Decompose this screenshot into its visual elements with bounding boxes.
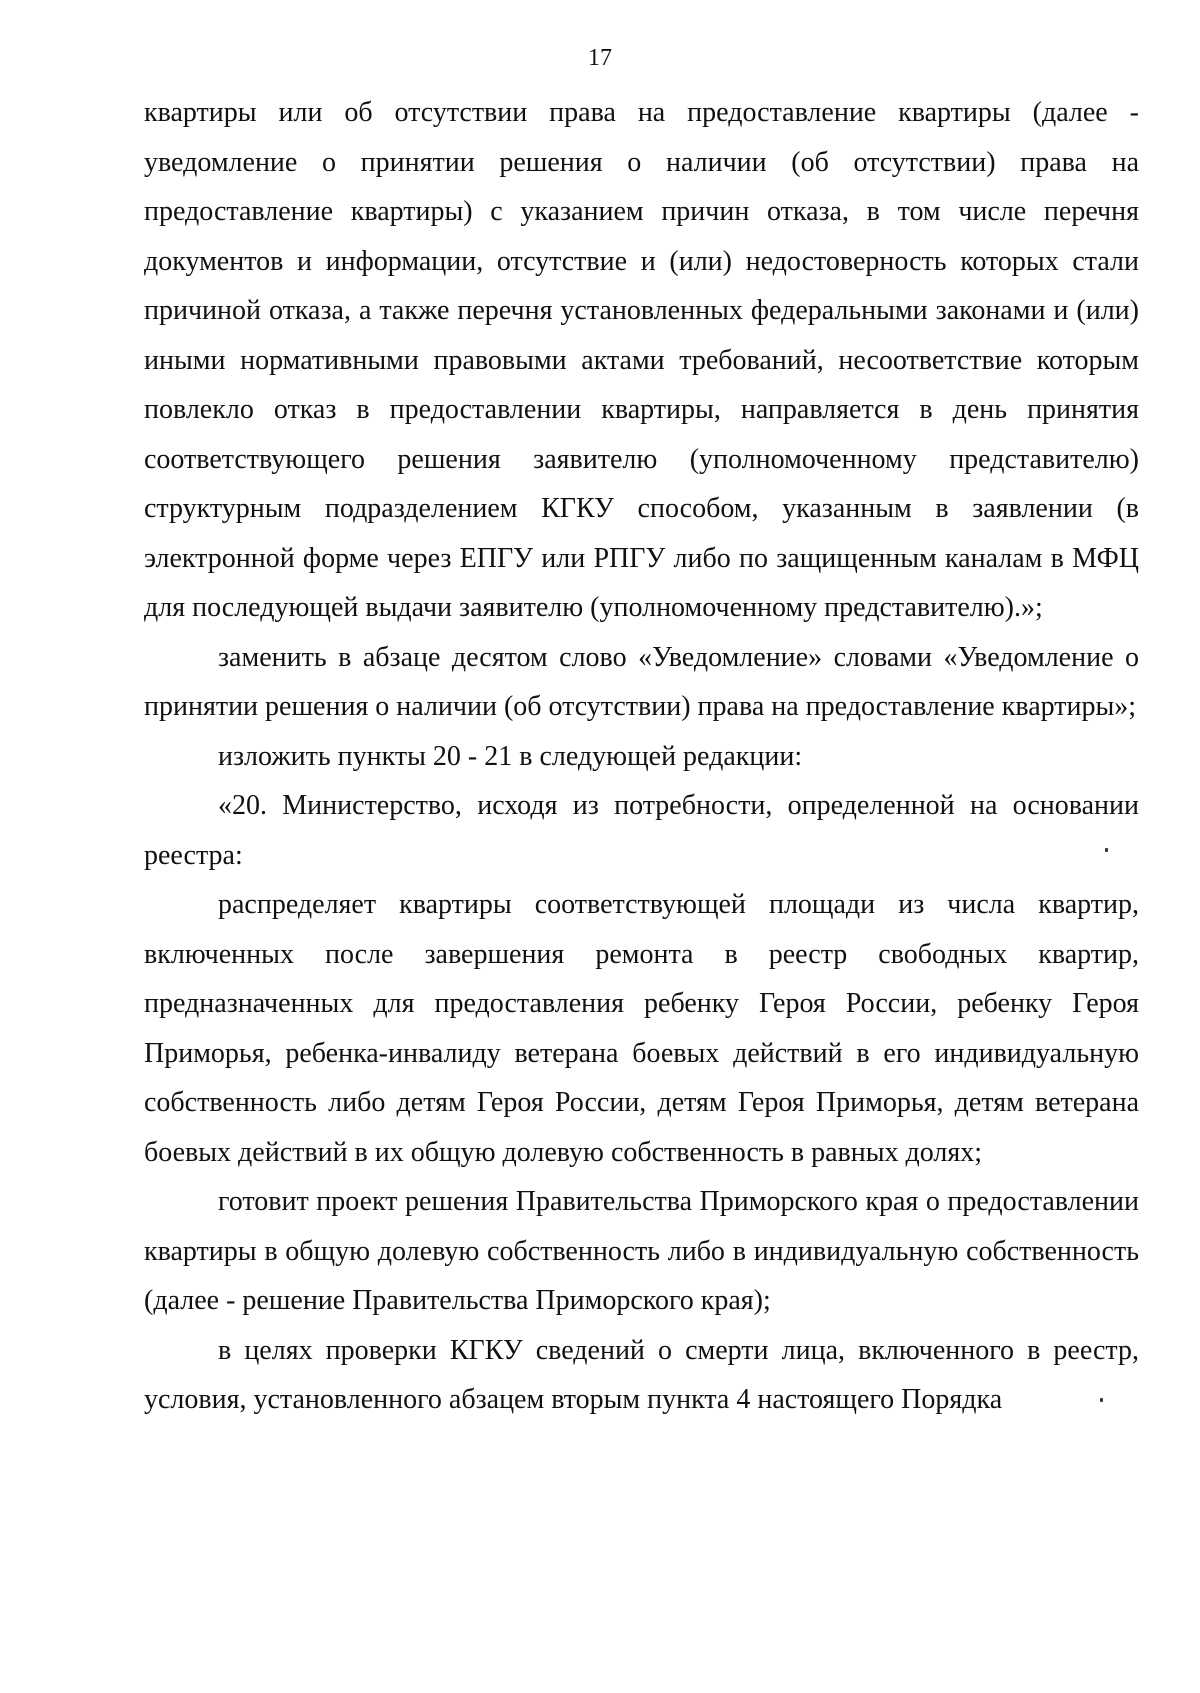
document-body bbox=[144, 88, 1139, 1425]
paragraph-verification: в целях проверки КГКУ сведений о смерти лица, включенного в реестр, условия, установленного абзацем вторым пункта 4 настоящего Порядка bbox=[144, 1334, 1139, 1415]
paragraph-prepares: готовит проект решения Правительства Приморского края о предоставлении квартиры в общую долевую собственность либо в индивидуальную собственность (далее - решение Правительства Приморского края); bbox=[144, 1186, 1139, 1316]
paragraph-distributes: распределяет квартиры соответствующей площади из числа квартир, включенных после завершения ремонта в реестр свободных квартир, предназначенных для предоставления ребенку Героя России, ребенку Героя Приморья, ребенка-инвалиду ветерана боевых действий в его индивидуальную собственность либо детям Героя России, детям Героя Приморья, детям ветерана боевых действий в их общую долевую собственность в равных долях; bbox=[144, 889, 1139, 1168]
page-number: 17 bbox=[588, 45, 612, 71]
paragraph-replace-notice: заменить в абзаце десятом слово «Уведомление» словами «Уведомление о принятии решения о наличии (об отсутствии) права на предоставление квартиры»; bbox=[144, 641, 1139, 722]
paragraph-items-20-21: изложить пункты 20 - 21 в следующей редакции: bbox=[218, 740, 803, 772]
scan-speck bbox=[1105, 848, 1108, 852]
paragraph-item-20: «20. Министерство, исходя из потребности, определенной на основании реестра: bbox=[144, 790, 1139, 871]
paragraph-continuation: квартиры или об отсутствии права на предоставление квартиры (далее - уведомление о принятии решения о наличии (об отсутствии) права на предоставление квартиры) с указанием причин отказа, в том числе перечня документов и информации, отсутствие и (или) недостоверность которых стали причиной отказа, а также перечня установленных федеральными законами и (или) иными нормативными правовыми актами требований, несоответствие которым повлекло отказ в предоставлении квартиры, направляется в день принятия соответствующего решения заявителю (уполномоченному представителю) структурным подразделением КГКУ способом, указанным в заявлении (в электронной форме через ЕПГУ или РПГУ либо по защищенным каналам в МФЦ для последующей выдачи заявителю (уполномоченному представителю).»; bbox=[144, 97, 1139, 623]
scan-speck bbox=[1100, 1398, 1103, 1402]
